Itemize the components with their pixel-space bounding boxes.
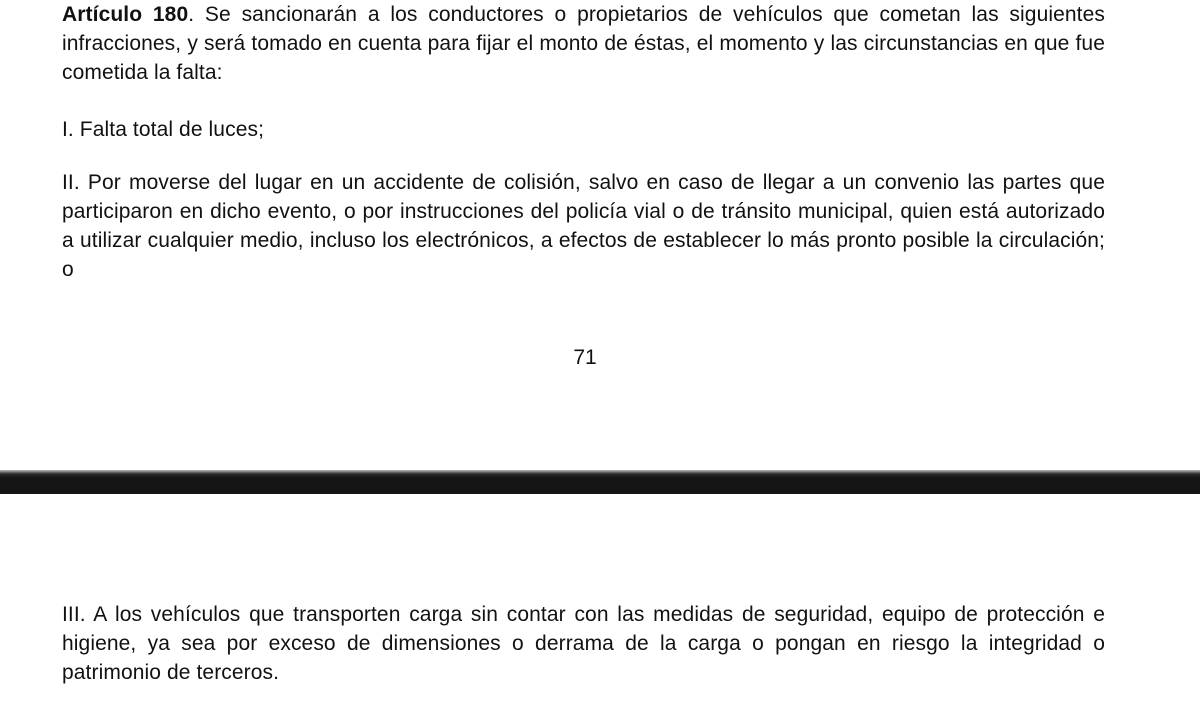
page-number: 71 bbox=[573, 346, 597, 369]
article-heading: Artículo 180 bbox=[62, 3, 189, 26]
item-ii-paragraph: II. Por moverse del lugar en un accidente de colisión, salvo en caso de llegar a un convenio las partes que participaron en dicho evento, o por instrucciones del policía vial o de tránsito municipal, quien está autorizado a utilizar cualquier medio, incluso los electrónicos, a efectos de establecer lo más pronto posible la circulación; o bbox=[62, 171, 1105, 281]
article-body: . Se sancionarán a los conductores o propietarios de vehículos que cometan las siguientes infracciones, y será tomado en cuenta para fijar el monto de éstas, el momento y las circunstancias en que fue cometida la falta: bbox=[62, 3, 1105, 84]
item-iii-paragraph: III. A los vehículos que transporten carga sin contar con las medidas de seguridad, equipo de protección e higiene, ya sea por exceso de dimensiones o derrama de la carga o pongan en riesgo la integridad o patrimonio de terceros. bbox=[62, 603, 1105, 684]
document-page-bottom bbox=[0, 494, 1200, 702]
article-paragraph bbox=[62, 0, 1105, 87]
page-separator bbox=[0, 470, 1200, 494]
item-i-paragraph: I. Falta total de luces; bbox=[62, 118, 265, 141]
